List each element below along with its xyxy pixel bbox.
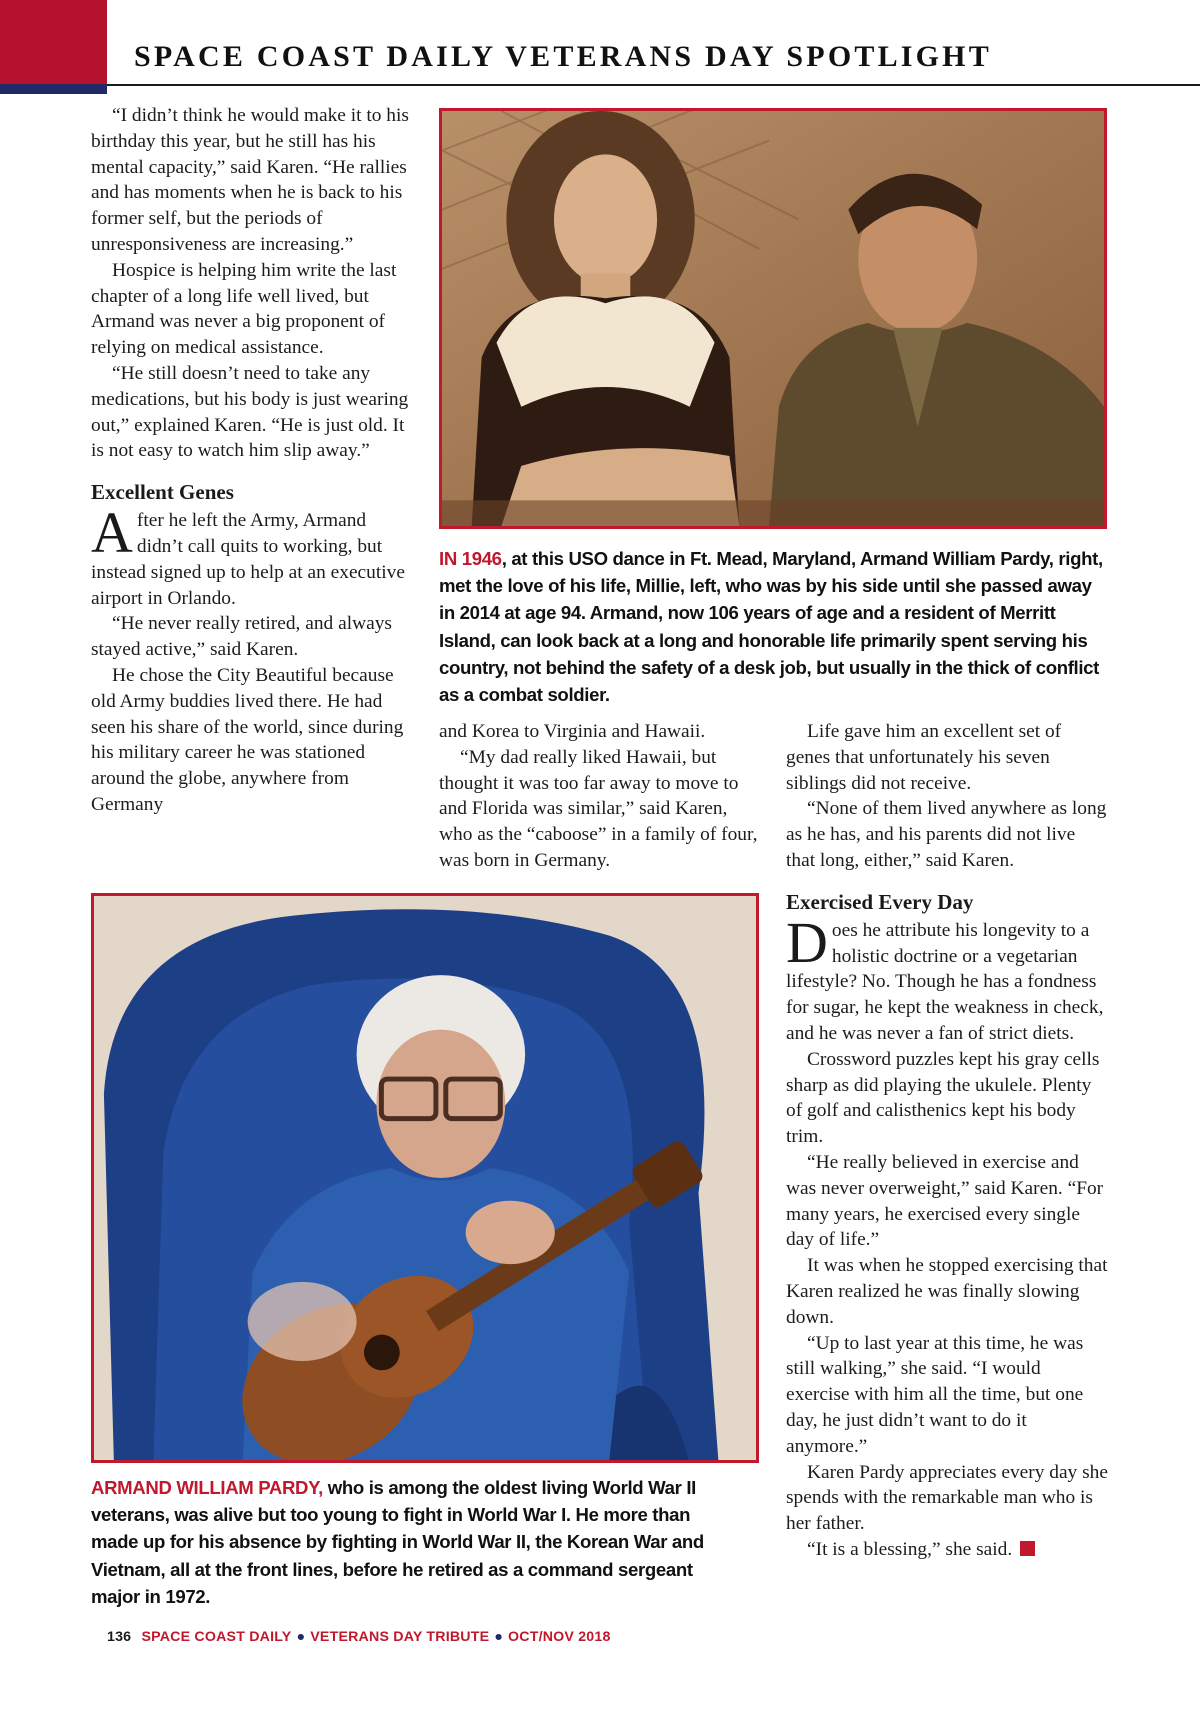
paragraph: Hospice is helping him write the last chapter of a long life well lived, but Armand was never a big proponent of relying on medical assistance.	[91, 259, 397, 359]
caption-uso-dance	[439, 545, 1105, 708]
article-column-right	[786, 719, 1108, 1563]
article-column-left	[91, 103, 412, 818]
header-rule	[107, 84, 1200, 86]
subheading-exercised-every-day: Exercised Every Day	[786, 889, 974, 914]
paragraph: It was when he stopped exercising that Karen realized he was finally slowing down.	[786, 1255, 1108, 1328]
paragraph: “None of them lived anywhere as long as he has, and his parents did not live that long, either,” said Karen.	[786, 798, 1107, 871]
paragraph: “I didn’t think he would make it to his birthday this year, but he still has his mental capacity,” said Karen. “He rallies and has moments when he is back to his former self, but the periods of unresponsiveness are increasing.”	[91, 105, 409, 255]
paragraph: Life gave him an excellent set of genes that unfortunately his seven siblings did not receive.	[786, 721, 1062, 794]
caption-text: who is among the oldest living World War II veterans, was alive but too young to fight in World War I. He more than made up for his absence by fighting in World War II, the Korean War and Vietnam, all at the front lines, before he retired as a command sergeant major in 1972.	[91, 1477, 704, 1607]
header-navy-bar	[0, 84, 107, 94]
photo-uso-dance-image	[442, 111, 1104, 526]
caption-text: , at this USO dance in Ft. Mead, Maryland, Armand William Pardy, right, met the love of his life, Millie, left, who was by his side until she passed away in 2014 at age 94. Armand, now 106 years of age and a resident of Merritt Island, can look back at a long and honorable life primarily spent serving his country, not behind the safety of a desk job, but usually in the thick of conflict as a combat soldier.	[439, 548, 1103, 706]
footer-section: VETERANS DAY TRIBUTE	[310, 1629, 490, 1645]
paragraph: “Up to last year at this time, he was still walking,” she said. “I would exercise with him all the time, but one day, he just didn’t want to do it anymore.”	[786, 1332, 1084, 1457]
paragraph: “My dad really liked Hawaii, but thought it was too far away to move to and Florida was similar,” said Karen, who as the “caboose” in a family of four, was born in Germany.	[439, 746, 758, 871]
subheading-excellent-genes: Excellent Genes	[91, 480, 234, 505]
caption-lead: ARMAND WILLIAM PARDY,	[91, 1477, 323, 1498]
paragraph-text: “It is a blessing,” she said.	[807, 1538, 1013, 1560]
section-gap	[91, 464, 412, 478]
end-mark-icon	[1020, 1541, 1035, 1556]
photo-uso-dance-1946	[439, 108, 1107, 529]
paragraph: and Korea to Virginia and Hawaii.	[439, 721, 706, 742]
drop-cap: D	[786, 909, 828, 975]
paragraph: Crossword puzzles kept his gray cells sharp as did playing the ukulele. Plenty of golf and calisthenics kept his body trim.	[786, 1048, 1100, 1148]
header-red-block	[0, 0, 107, 84]
bullet-icon: ●	[494, 1629, 504, 1645]
footer-date: OCT/NOV 2018	[508, 1629, 611, 1645]
paragraph: “He never really retired, and always stayed active,” said Karen.	[91, 613, 392, 661]
article-column-middle	[439, 719, 761, 874]
paragraph-dropcap	[91, 500, 412, 611]
paragraph: Karen Pardy appreciates every day she spends with the remarkable man who is her father.	[786, 1461, 1108, 1535]
paragraph-dropcap	[786, 909, 1108, 1047]
page-footer	[107, 1629, 611, 1645]
drop-cap: A	[91, 500, 133, 566]
paragraph-text: fter he left the Army, Armand didn’t call quits to working, but instead signed up to help at an executive airport in Orlando.	[91, 510, 405, 609]
page-header-title: SPACE COAST DAILY VETERANS DAY SPOTLIGHT	[134, 40, 992, 73]
paragraph: He chose the City Beautiful because old Army buddies lived there. He had seen his share of the world, since during his military career he was stationed around the globe, anywhere from Germany	[91, 664, 404, 815]
bullet-icon: ●	[296, 1629, 306, 1645]
caption-armand-pardy	[91, 1474, 741, 1610]
paragraph: “He still doesn’t need to take any medications, but his body is just wearing out,” explained Karen. “He is just old. It is not easy to watch him slip away.”	[91, 362, 409, 462]
photo-armand-ukulele-image	[94, 896, 756, 1460]
section-gap	[786, 874, 1108, 888]
footer-publication: SPACE COAST DAILY	[141, 1629, 292, 1645]
page-number: 136	[107, 1629, 132, 1645]
caption-lead: IN 1946	[439, 548, 502, 569]
paragraph-text: oes he attribute his longevity to a holistic doctrine or a vegetarian lifestyle? No. Though he has a fondness for sugar, he kept the weakness in check, and he was never a fan of strict diets.	[786, 919, 1104, 1044]
paragraph-last	[786, 1537, 1108, 1563]
photo-armand-ukulele	[91, 893, 759, 1463]
paragraph: “He really believed in exercise and was never overweight,” said Karen. “For many years, he exercised every single day of life.”	[786, 1151, 1104, 1251]
